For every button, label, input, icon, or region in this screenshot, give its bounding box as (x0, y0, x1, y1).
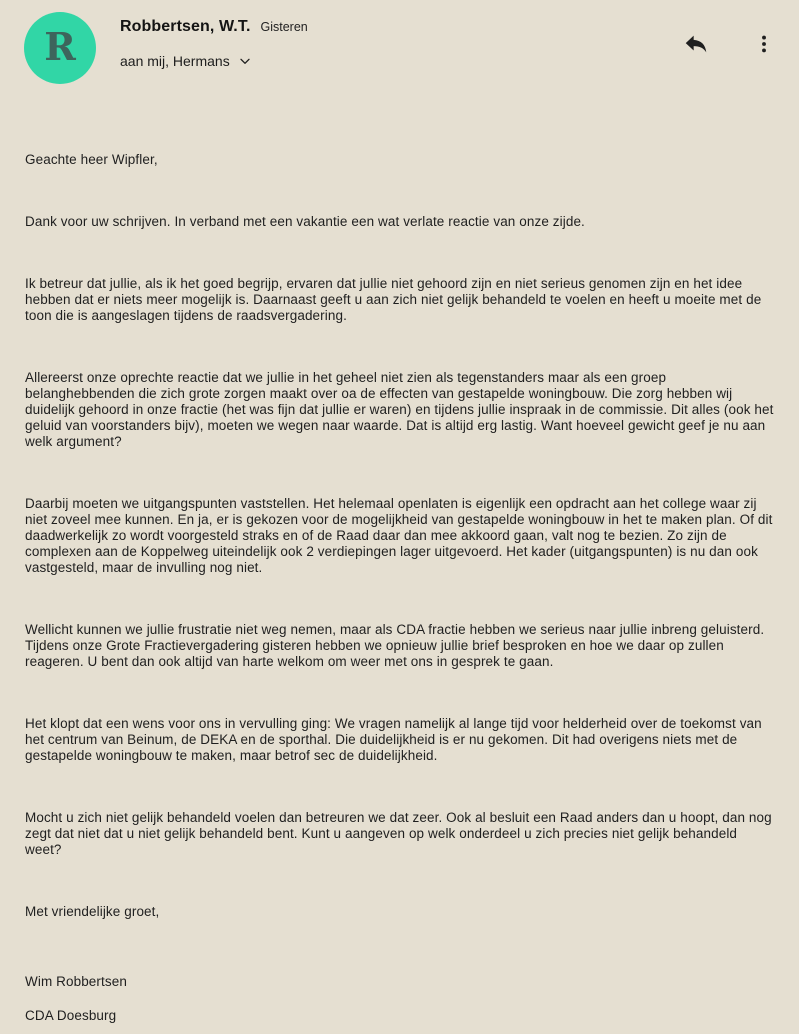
more-options-button[interactable] (747, 28, 781, 62)
salutation: Geachte heer Wipfler, (25, 152, 158, 167)
body-paragraph: Wellicht kunnen we jullie frustratie niet weg nemen, maar als CDA fractie hebben we serieus naar jullie inbreng geluisterd. Tijdens onze Grote Fractievergadering gisteren hebben we opnieuw jullie brief besproken en hoe we daar op zullen reageren. U bent dan ook altijd van harte welkom om weer met ons in gesprek te gaan. (25, 622, 765, 669)
email-body (0, 112, 799, 1024)
chevron-down-icon (237, 53, 253, 69)
recipients-expander[interactable] (120, 53, 308, 69)
reply-arrow-icon (682, 30, 710, 61)
body-paragraph: Dank voor uw schrijven. In verband met een vakantie een wat verlate reactie van onze zijde. (25, 214, 585, 229)
sender-name: Robbertsen, W.T. (120, 18, 251, 35)
email-timestamp: Gisteren (260, 20, 308, 34)
signature-org: CDA Doesburg (25, 1008, 117, 1023)
sender-block (120, 18, 308, 69)
header-actions (679, 28, 781, 62)
sender-line (120, 18, 308, 36)
sender-avatar[interactable] (24, 12, 96, 84)
body-paragraph: Allereerst onze oprechte reactie dat we jullie in het geheel niet zien als tegenstanders maar als een groep belanghebbenden die zich grote zorgen maakt over oa de effecten van gestapelde woningbouw. Die zorg hebben wij duidelijk gehoord in onze fractie (het was fijn dat jullie er waren) en tijdens jullie inspraak in de commissie. Dit alles (ook het geluid van voorstanders bijv), moeten we wegen naar waarde. Dat is altijd erg lastig. Want hoeveel gewicht geef je nu aan welk argument? (25, 370, 774, 449)
email-header (0, 0, 799, 112)
body-paragraph: Het klopt dat een wens voor ons in vervulling ging: We vragen namelijk al lange tijd voor helderheid over de toekomst van het centrum van Beinum, de DEKA en de sporthal. Die duidelijkheid is er nu gekomen. Dit had overigens niets met de gestapelde woningbouw te maken, maar betrof sec de duidelijkheid. (25, 716, 762, 763)
closing-line: Met vriendelijke groet, (25, 904, 160, 919)
body-paragraph: Mocht u zich niet gelijk behandeld voelen dan betreuren we dat zeer. Ook al besluit een Raad anders dan u hoopt, dan nog zegt dat niet dat u niet gelijk behandeld bent. Kunt u aangeven op welk onderdeel u zich precies niet gelijk behandeld weet? (25, 810, 772, 857)
avatar-letter: R (44, 24, 76, 69)
signature-name: Wim Robbertsen (25, 974, 127, 989)
body-paragraph: Ik betreur dat jullie, als ik het goed begrijp, ervaren dat jullie niet gehoord zijn en niet serieus genomen zijn en het idee hebben dat er niets meer mogelijk is. Daarnaast geeft u aan zich niet gelijk behandeld te voelen en heeft u moeite met de toon die is aangeslagen tijdens de raadsvergadering. (25, 276, 762, 323)
three-dot-menu-icon (753, 33, 775, 58)
reply-button[interactable] (679, 28, 713, 62)
recipients-text: aan mij, Hermans (120, 53, 230, 69)
body-paragraph: Daarbij moeten we uitgangspunten vaststellen. Het helemaal openlaten is eigenlijk een opdracht aan het college waar zij niet zoveel mee kunnen. En ja, er is gekozen voor de mogelijkheid van gestapelde woningbouw in het te maken plan. Of dit daadwerkelijk zo wordt voorgesteld straks en of de Raad daar dan mee akkoord gaan, valt nog te bezien. Zo zijn de complexen aan de Koppelweg uiteindelijk ook 2 verdiepingen lager uitgevoerd. Het kader (uitgangspunten) is nu dan ook vastgesteld, maar de invulling nog niet. (25, 496, 773, 575)
